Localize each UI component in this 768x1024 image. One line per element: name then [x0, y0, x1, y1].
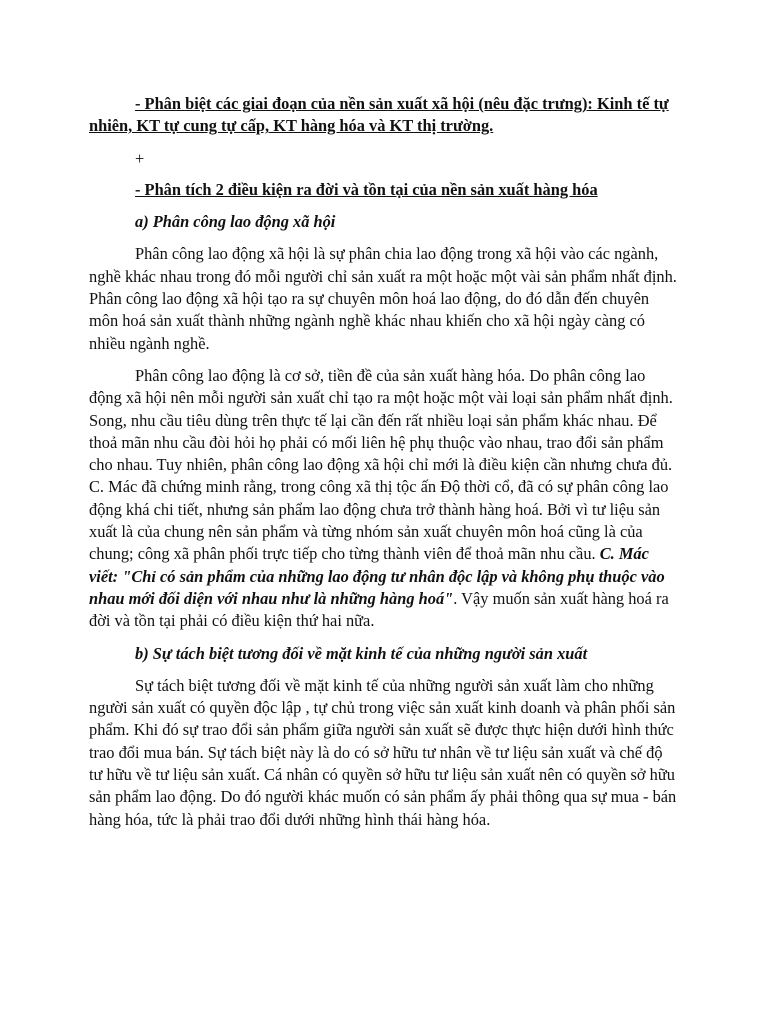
subheading-a: a) Phân công lao động xã hội	[135, 212, 336, 232]
paragraph-a2-end: . Vậy muốn sản xuất hàng hoá ra đời và tồn tại phải có điều kiện thứ hai nữa.	[89, 588, 669, 631]
paragraph-a1: Phân công lao động xã hội là sự phân chia lao động trong xã hội vào các ngành, nghề khác nhau trong đó mỗi người chỉ sản xuất ra một hoặc một vài sản phẩm nhất định. Phân công lao động xã hội tạo ra sự chuyên môn hoá lao động, do đó dẫn đến chuyên môn hoá sản xuất thành những ngành nghề khác nhau khiến cho xã hội ngày càng có nhiều ngành nghề.	[89, 244, 677, 353]
paragraph-a2	[89, 365, 680, 633]
paragraph-b1: Sự tách biệt tương đối về mặt kinh tế của những người sản xuất làm cho những người sản xuất có quyền độc lập , tự chủ trong việc sản xuất kinh doanh và phân phối sản phẩm. Khi đó sự trao đổi sản phẩm giữa người sản xuất sẽ được thực hiện dưới hình thức trao đổi mua bán. Sự tách biệt này là do có sở hữu tư nhân về tư liệu sản xuất và chế độ tư hữu về tư liệu sản xuất. Cá nhân có quyền sở hữu tư liệu sản xuất nên có quyền sở hữu sản phẩm lao động. Do đó người khác muốn có sản phẩm ấy phải thông qua sự mua - bán hàng hóa, tức là phải trao đổi dưới những hình thái hàng hóa.	[89, 675, 677, 829]
section2-heading: - Phân tích 2 điều kiện ra đời và tồn tại của nền sản xuất hàng hóa	[135, 179, 598, 199]
marx-quote: C. Mác viết: "Chỉ có sản phẩm của những lao động tư nhân độc lập và không phụ thuộc vào nhau mới đối diện với nhau như là những hàng hoá"	[89, 544, 665, 608]
paragraph-a2-start: Phân công lao động là cơ sở, tiền đề của sản xuất hàng hóa. Do phân công lao động xã hội nên mỗi người sản xuất chỉ tạo ra một hoặc một vài loại sản phẩm nhất định. Song, nhu cầu tiêu dùng trên thực tế lại cần đến rất nhiều loại sản phẩm khác nhau. Để thoả mãn nhu cầu đòi hỏi họ phải có mối liên hệ phụ thuộc vào nhau, trao đổi sản phẩm cho nhau. Tuy nhiên, phân công lao động xã hội chỉ mới là điều kiện cần nhưng chưa đủ. C. Mác đã chứng minh rằng, trong công xã thị tộc ấn Độ thời cổ, đã có sự phân công lao động khá chi tiết, nhưng sản phẩm lao động chưa trở thành hàng hoá. Bởi vì tư liệu sản xuất là của chung nên sản phẩm và từng nhóm sản xuất chuyên môn hoá cũng là của chung; công xã phân phối trực tiếp cho từng thành viên để thoả mãn nhu cầu.	[89, 365, 673, 564]
subheading-b: b) Sự tách biệt tương đối về mặt kinh tế của những người sản xuất	[135, 643, 588, 663]
section1-heading: - Phân biệt các giai đoạn của nền sản xuất xã hội (nêu đặc trưng): Kinh tế tự nhiên, KT tự cung tự cấp, KT hàng hóa và KT thị trường.	[89, 94, 669, 136]
plus-marker: +	[135, 148, 145, 168]
